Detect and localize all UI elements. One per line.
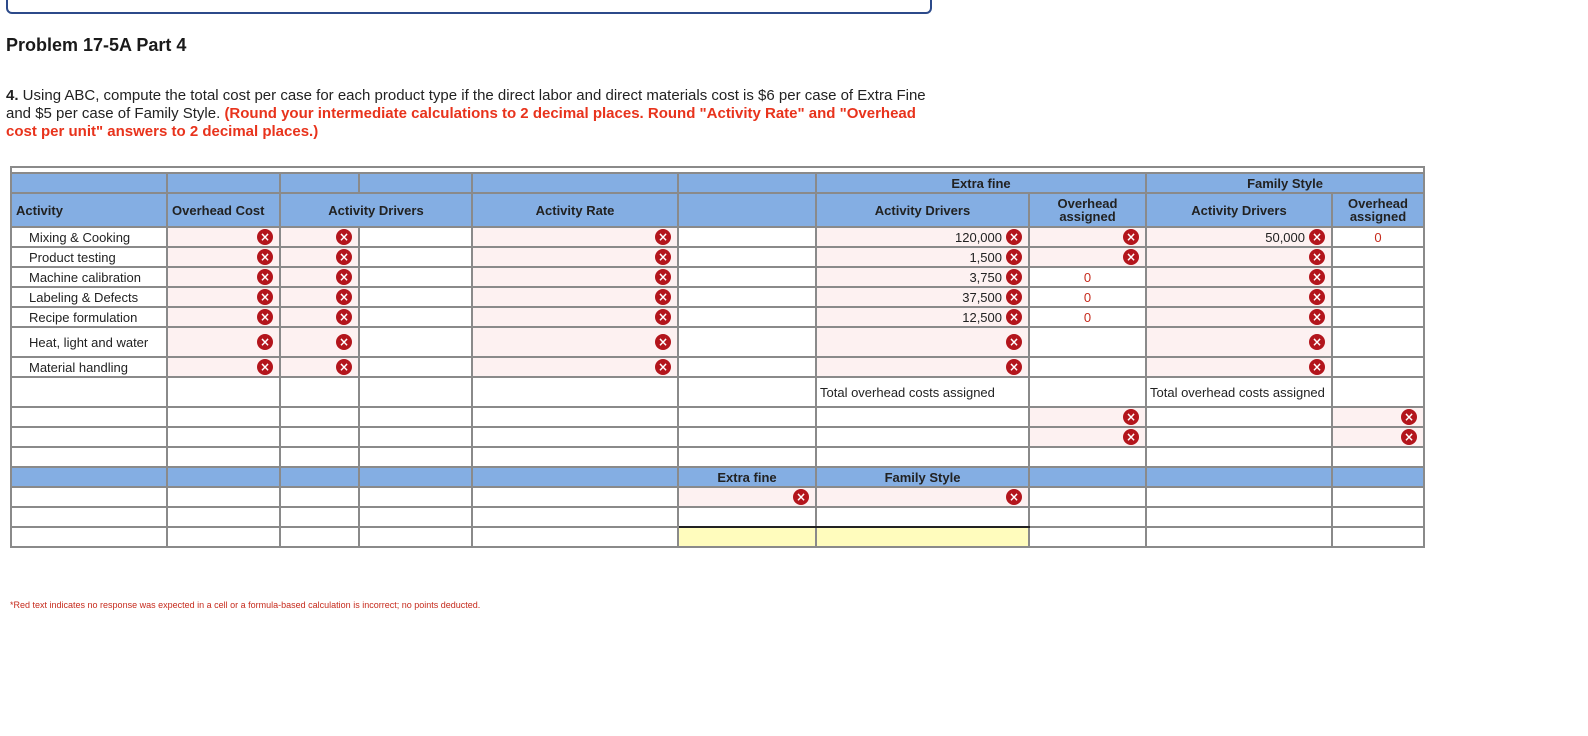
ef-overhead-assigned-header: Overhead assigned [1029, 193, 1146, 227]
fs-overhead-assigned-cell [1332, 327, 1424, 357]
footnote: *Red text indicates no response was expected in a cell or a formula-based calculation is incorrect; no points deducted. [10, 600, 481, 610]
activity-label: Mixing & Cooking [11, 227, 167, 247]
error-icon: × [655, 309, 671, 325]
ef-total-cost-input[interactable] [678, 527, 816, 547]
overhead-cost-input[interactable] [167, 227, 280, 247]
worksheet [10, 166, 1425, 548]
fs-total-cost-input[interactable] [816, 527, 1029, 547]
error-icon: × [1006, 249, 1022, 265]
error-icon: × [257, 359, 273, 375]
fs-activity-drivers-input[interactable] [1146, 307, 1332, 327]
activity-row [11, 227, 1424, 247]
error-icon: × [336, 289, 352, 305]
activity-drivers-unit-input[interactable] [359, 247, 472, 267]
overhead-cost-input[interactable] [167, 247, 280, 267]
ef-overhead-assigned-cell [1029, 357, 1146, 377]
error-icon: × [1006, 269, 1022, 285]
activity-drivers-input[interactable] [280, 357, 359, 377]
fs-activity-drivers-input[interactable] [1146, 287, 1332, 307]
fs-activity-drivers-input[interactable] [1146, 227, 1332, 247]
fs-total-input[interactable] [1332, 377, 1424, 407]
fs-activity-drivers-input[interactable] [1146, 247, 1332, 267]
activity-rate-input[interactable] [472, 357, 678, 377]
ef-overhead-assigned-value: 0 [1029, 287, 1146, 307]
fs-overhead-assigned-cell [1332, 357, 1424, 377]
family-style-group-header: Family Style [1146, 173, 1424, 193]
group-header-row [11, 173, 1424, 193]
ef-activity-drivers-input[interactable] [816, 307, 1029, 327]
ef-activity-drivers-input[interactable] [816, 357, 1029, 377]
fs-total-input-3[interactable] [1332, 427, 1424, 447]
overhead-cost-input[interactable] [167, 287, 280, 307]
error-icon: × [1309, 249, 1325, 265]
activity-rate-input[interactable] [472, 287, 678, 307]
activity-drivers-input[interactable] [280, 327, 359, 357]
cost-per-case-row [11, 487, 1424, 507]
ef-drivers-value: 1,500 [969, 249, 1002, 265]
fs-activity-drivers-input[interactable] [1146, 267, 1332, 287]
extra-fine-group-header: Extra fine [816, 173, 1146, 193]
overhead-cost-input[interactable] [167, 327, 280, 357]
overhead-cost-input[interactable] [167, 307, 280, 327]
activity-row [11, 307, 1424, 327]
fs-dl-dm-input[interactable] [816, 507, 1029, 527]
error-icon: × [655, 229, 671, 245]
error-icon: × [1309, 269, 1325, 285]
fs-drivers-value: 50,000 [1265, 229, 1305, 245]
activity-label: Product testing [11, 247, 167, 267]
error-icon: × [1309, 309, 1325, 325]
error-icon: × [1309, 334, 1325, 350]
question-number: 4. [6, 87, 19, 104]
question-text: Using ABC, compute the total cost per case for each product type if the direct labor and direct materials cost is $6 per case of Extra Fine and $5 per case of Family Style. [6, 87, 926, 122]
error-icon: × [257, 289, 273, 305]
fs-overhead-assigned-value: 0 [1332, 227, 1424, 247]
fs-overhead-assigned-cell [1332, 267, 1424, 287]
error-icon: × [257, 309, 273, 325]
error-icon: × [1006, 489, 1022, 505]
error-icon: × [336, 309, 352, 325]
activity-drivers-unit-input[interactable] [359, 287, 472, 307]
fs-cost-per-case-input[interactable] [816, 487, 1029, 507]
ef-activity-drivers-input[interactable] [816, 287, 1029, 307]
ef-total-input-3[interactable] [1029, 427, 1146, 447]
activity-rate-unit-input[interactable] [678, 227, 816, 247]
activity-rate-input[interactable] [472, 327, 678, 357]
activity-drivers-input[interactable] [280, 267, 359, 287]
error-icon: × [336, 249, 352, 265]
ef-activity-drivers-header: Activity Drivers [816, 193, 1029, 227]
error-icon: × [257, 229, 273, 245]
total-cost-row [11, 527, 1424, 547]
error-icon: × [1006, 334, 1022, 350]
fs-total-input-2[interactable] [1332, 407, 1424, 427]
overhead-cost-header: Overhead Cost [167, 193, 280, 227]
error-icon: × [1309, 289, 1325, 305]
ef-drivers-value: 37,500 [962, 289, 1002, 305]
ef-total-label: Total overhead costs assigned [816, 377, 1029, 407]
error-icon: × [1401, 409, 1417, 425]
ef-drivers-value: 120,000 [955, 229, 1002, 245]
ef-total-input[interactable] [1029, 377, 1146, 407]
error-icon: × [1309, 229, 1325, 245]
totals-row [11, 377, 1424, 407]
bottom-header-row [11, 467, 1424, 487]
activity-drivers-header: Activity Drivers [280, 193, 472, 227]
activity-label: Recipe formulation [11, 307, 167, 327]
error-icon: × [655, 269, 671, 285]
blank-row [11, 427, 1424, 447]
ef-overhead-assigned-cell [1029, 327, 1146, 357]
error-icon: × [336, 269, 352, 285]
overhead-cost-input[interactable] [167, 357, 280, 377]
column-header-row [11, 193, 1424, 227]
bottom-family-style-header: Family Style [816, 467, 1029, 487]
activity-rate-unit-input[interactable] [678, 327, 816, 357]
activity-drivers-unit-input[interactable] [359, 307, 472, 327]
activity-label: Heat, light and water [11, 327, 167, 357]
fs-overhead-assigned-cell [1332, 307, 1424, 327]
fs-overhead-assigned-header: Overhead assigned [1332, 193, 1424, 227]
ef-total-input-2[interactable] [1029, 407, 1146, 427]
activity-rate-unit-input[interactable] [678, 267, 816, 287]
activity-row [11, 267, 1424, 287]
ef-cost-per-case-input[interactable] [678, 487, 816, 507]
activity-rate-unit-input[interactable] [678, 357, 816, 377]
error-icon: × [257, 269, 273, 285]
activity-drivers-unit-input[interactable] [359, 327, 472, 357]
activity-row [11, 287, 1424, 307]
error-icon: × [1401, 429, 1417, 445]
error-icon: × [793, 489, 809, 505]
bottom-extra-fine-header: Extra fine [678, 467, 816, 487]
blank-row [11, 407, 1424, 427]
activity-rate-input[interactable] [472, 307, 678, 327]
error-icon: × [257, 249, 273, 265]
activity-label: Labeling & Defects [11, 287, 167, 307]
activity-row [11, 327, 1424, 357]
error-icon: × [257, 334, 273, 350]
ef-activity-drivers-input[interactable] [816, 267, 1029, 287]
activity-drivers-unit-input[interactable] [359, 227, 472, 247]
activity-drivers-input[interactable] [280, 307, 359, 327]
ef-drivers-value: 12,500 [962, 309, 1002, 325]
error-icon: × [655, 334, 671, 350]
activity-rate-input[interactable] [472, 267, 678, 287]
activity-label: Material handling [11, 357, 167, 377]
activity-drivers-input[interactable] [280, 287, 359, 307]
abc-worksheet-table [10, 166, 1425, 548]
activity-rate-input[interactable] [472, 247, 678, 267]
ef-overhead-assigned-value: 0 [1029, 267, 1146, 287]
previous-section-box [6, 0, 932, 14]
activity-drivers-input[interactable] [280, 227, 359, 247]
activity-row [11, 357, 1424, 377]
error-icon: × [1006, 289, 1022, 305]
activity-drivers-unit-input[interactable] [359, 267, 472, 287]
blank-row [11, 507, 1424, 527]
overhead-cost-input[interactable] [167, 267, 280, 287]
error-icon: × [1006, 359, 1022, 375]
error-icon: × [655, 249, 671, 265]
ef-overhead-assigned-input[interactable] [1029, 227, 1146, 247]
fs-overhead-assigned-cell [1332, 247, 1424, 267]
ef-activity-drivers-input[interactable] [816, 227, 1029, 247]
page-title: Problem 17-5A Part 4 [6, 35, 187, 55]
error-icon: × [655, 359, 671, 375]
fs-total-label: Total overhead costs assigned [1146, 377, 1332, 407]
activity-rate-unit-input[interactable] [678, 287, 816, 307]
error-icon: × [1123, 409, 1139, 425]
error-icon: × [336, 359, 352, 375]
error-icon: × [1006, 229, 1022, 245]
activity-label: Machine calibration [11, 267, 167, 287]
fs-activity-drivers-header: Activity Drivers [1146, 193, 1332, 227]
fs-overhead-assigned-cell [1332, 287, 1424, 307]
rounding-note: (Round your intermediate calculations to 2 decimal places. Round "Activity Rate" and "Overhead cost per unit" answers to 2 decimal places.) [6, 105, 916, 140]
error-icon: × [1006, 309, 1022, 325]
blank-row [11, 447, 1424, 467]
activity-rate-unit-input[interactable] [678, 247, 816, 267]
error-icon: × [336, 334, 352, 350]
instructions [6, 87, 936, 141]
activity-header: Activity [11, 193, 167, 227]
ef-dl-dm-input[interactable] [678, 507, 816, 527]
error-icon: × [1309, 359, 1325, 375]
ef-overhead-assigned-input[interactable] [1029, 247, 1146, 267]
ef-activity-drivers-input[interactable] [816, 247, 1029, 267]
activity-rate-unit-input[interactable] [678, 307, 816, 327]
error-icon: × [1123, 249, 1139, 265]
activity-rate-header: Activity Rate [472, 193, 678, 227]
fs-activity-drivers-input[interactable] [1146, 327, 1332, 357]
error-icon: × [1123, 229, 1139, 245]
activity-drivers-unit-input[interactable] [359, 357, 472, 377]
ef-drivers-value: 3,750 [969, 269, 1002, 285]
error-icon: × [1123, 429, 1139, 445]
error-icon: × [336, 229, 352, 245]
activity-row [11, 247, 1424, 267]
ef-activity-drivers-input[interactable] [816, 327, 1029, 357]
fs-activity-drivers-input[interactable] [1146, 357, 1332, 377]
error-icon: × [655, 289, 671, 305]
activity-rate-input[interactable] [472, 227, 678, 247]
ef-overhead-assigned-value: 0 [1029, 307, 1146, 327]
activity-drivers-input[interactable] [280, 247, 359, 267]
